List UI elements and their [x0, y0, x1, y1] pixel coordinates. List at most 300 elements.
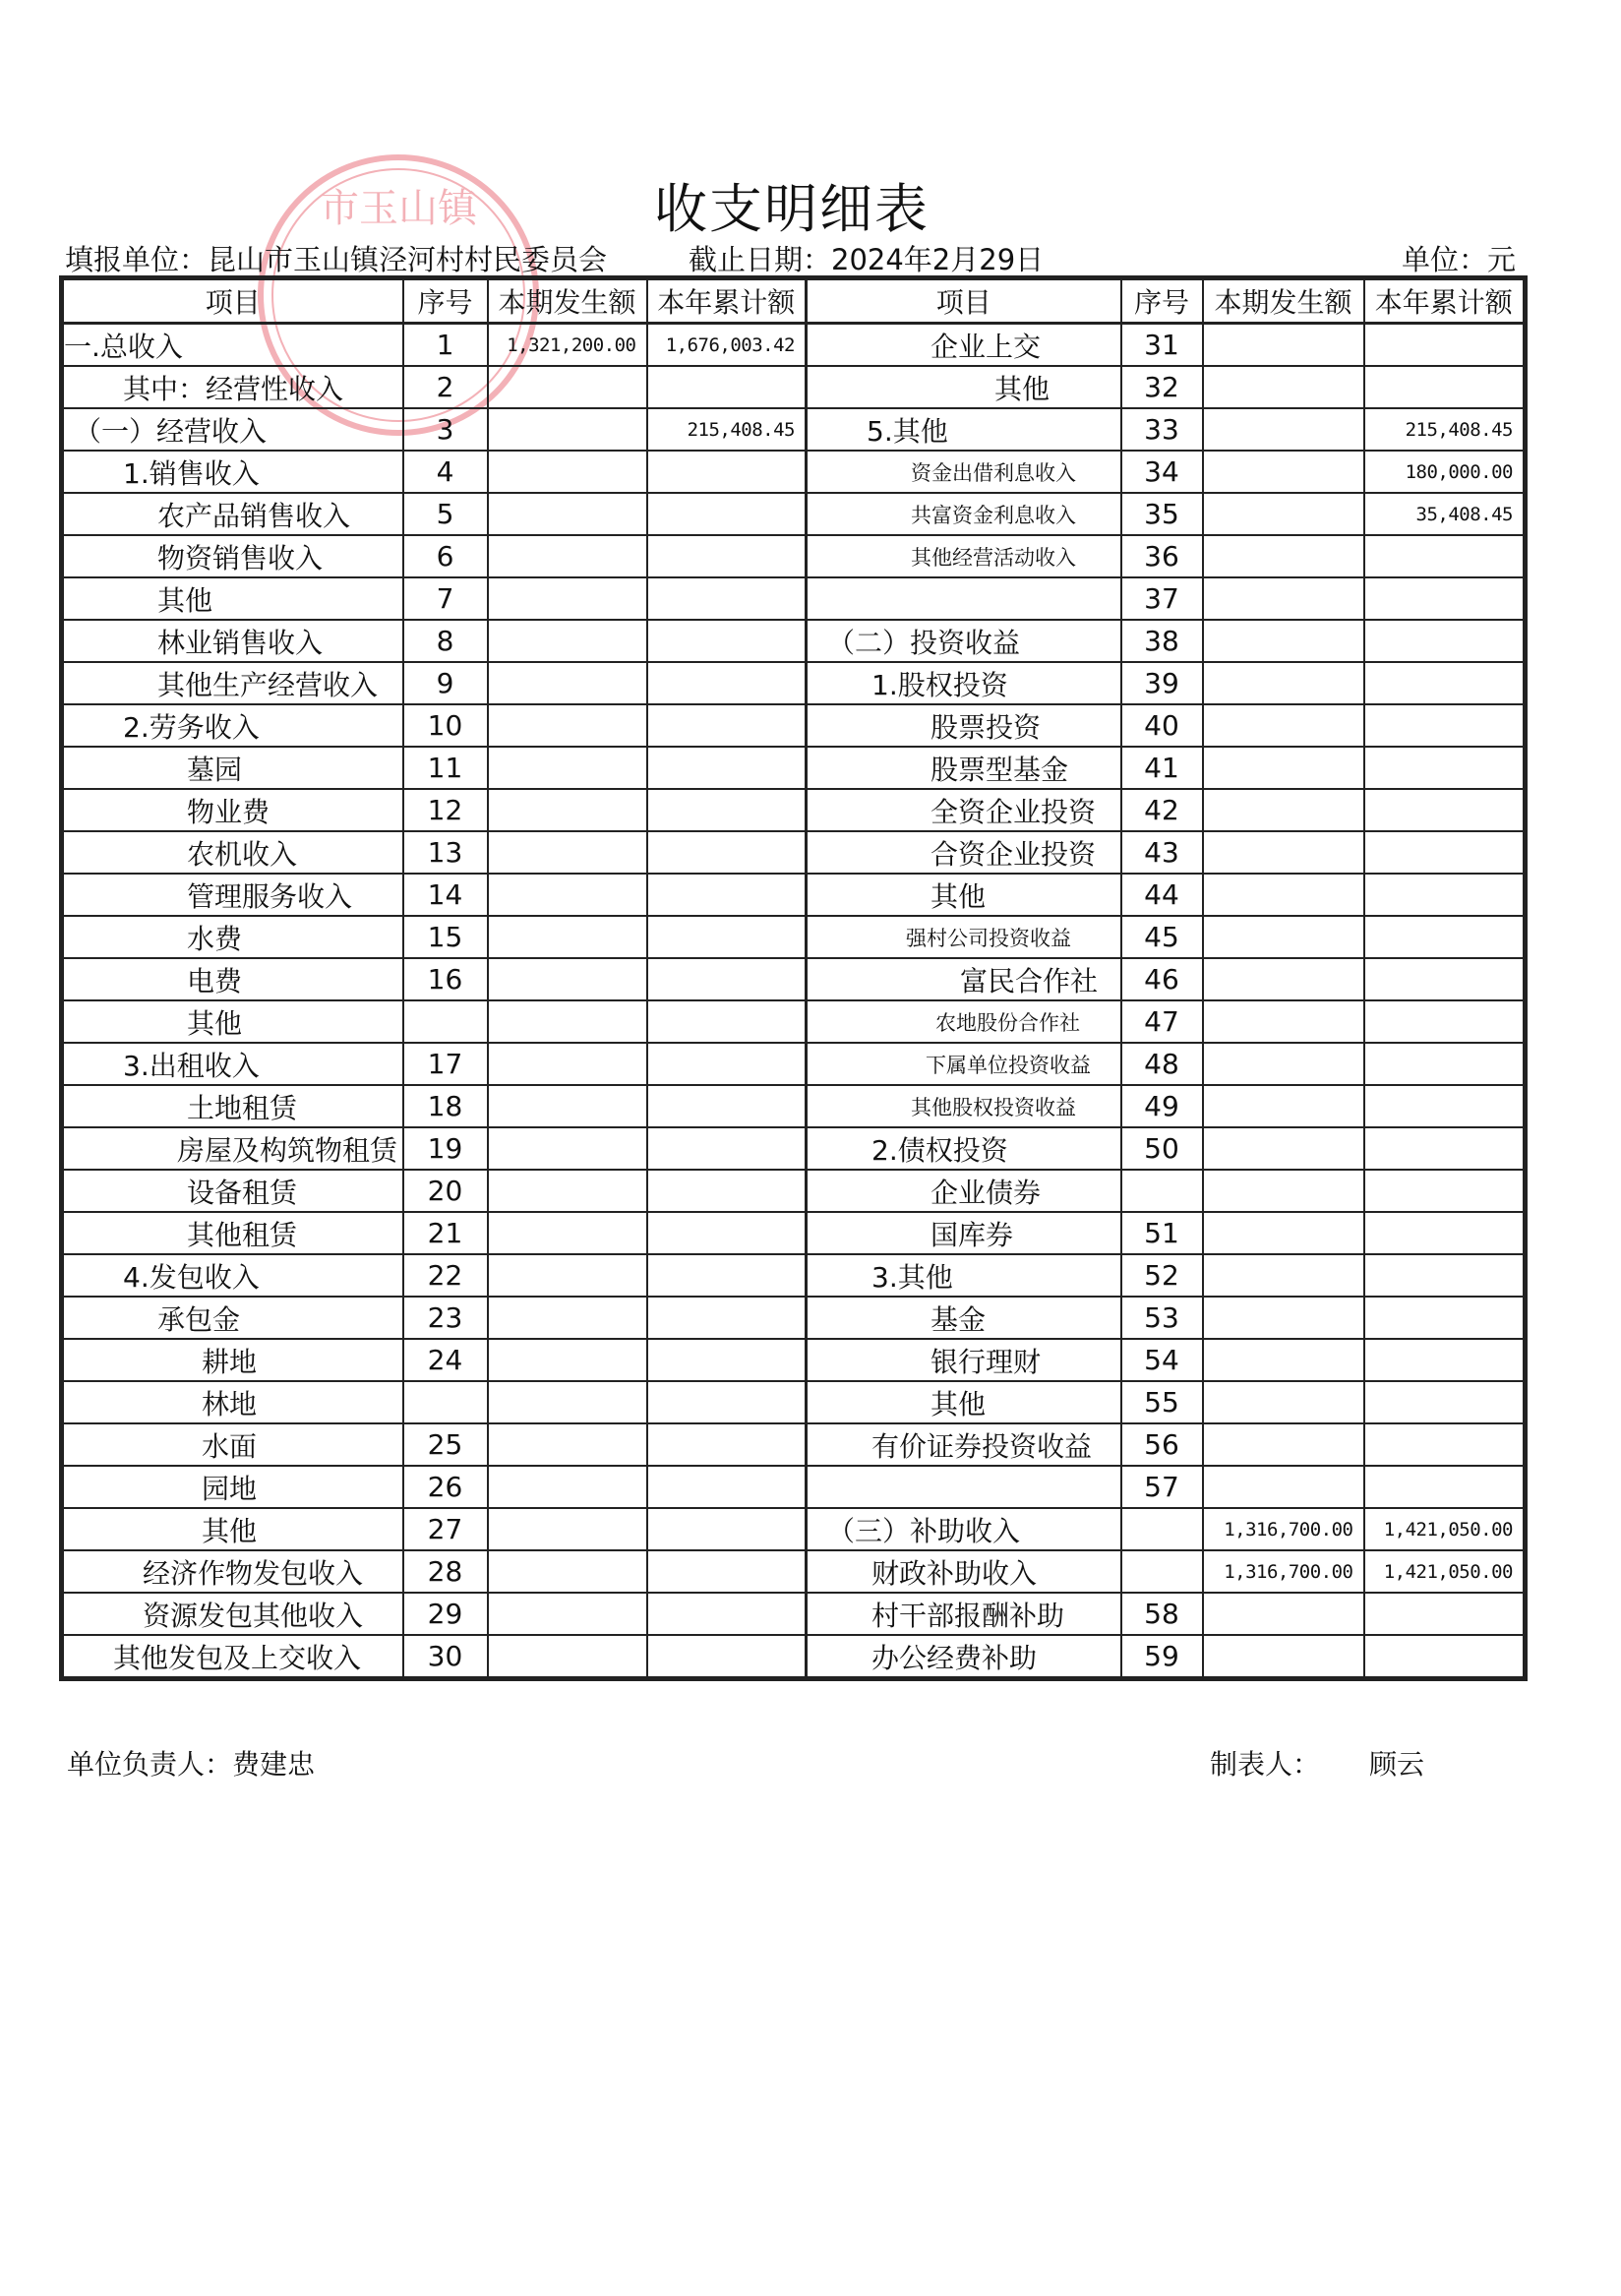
deadline-date: 截止日期：2024年2月29日 [689, 243, 1045, 276]
right-ytd-amount [1364, 747, 1526, 789]
left-ytd-amount [647, 1593, 807, 1635]
left-period-amount [488, 916, 647, 958]
left-ytd-amount [647, 493, 807, 535]
right-seq: 59 [1121, 1635, 1203, 1679]
right-ytd-amount [1364, 1423, 1526, 1466]
table-row [62, 1593, 1526, 1635]
left-ytd-amount [647, 1297, 807, 1339]
right-ytd-amount [1364, 577, 1526, 620]
left-ytd-amount [647, 1254, 807, 1297]
right-item: 3.其他 [807, 1254, 1121, 1297]
table-row [62, 1043, 1526, 1085]
right-ytd-amount [1364, 1127, 1526, 1170]
right-period-amount [1203, 1635, 1364, 1679]
right-period-amount [1203, 662, 1364, 704]
column-header: 序号 [1121, 278, 1203, 324]
left-period-amount [488, 1635, 647, 1679]
right-item: 合资企业投资 [807, 831, 1121, 874]
left-ytd-amount [647, 1170, 807, 1212]
left-period-amount [488, 1593, 647, 1635]
right-ytd-amount [1364, 1297, 1526, 1339]
right-item: 5.其他 [807, 408, 1121, 451]
left-ytd-amount [647, 1043, 807, 1085]
left-seq: 28 [403, 1550, 488, 1593]
right-ytd-amount [1364, 789, 1526, 831]
table-row [62, 1423, 1526, 1466]
right-ytd-amount [1364, 1000, 1526, 1043]
right-seq: 58 [1121, 1593, 1203, 1635]
left-ytd-amount [647, 451, 807, 493]
left-seq: 22 [403, 1254, 488, 1297]
right-seq: 52 [1121, 1254, 1203, 1297]
left-item: 土地租赁 [62, 1085, 403, 1127]
left-ytd-amount [647, 620, 807, 662]
table-row [62, 1508, 1526, 1550]
right-seq: 44 [1121, 874, 1203, 916]
right-ytd-amount [1364, 916, 1526, 958]
table-row [62, 1254, 1526, 1297]
column-header: 本期发生额 [1203, 278, 1364, 324]
left-item: 耕地 [62, 1339, 403, 1381]
table-row [62, 704, 1526, 747]
right-item: 企业债券 [807, 1170, 1121, 1212]
table-row [62, 451, 1526, 493]
column-header: 项目 [62, 278, 403, 324]
table-row [62, 408, 1526, 451]
right-seq: 57 [1121, 1466, 1203, 1508]
left-seq [403, 1000, 488, 1043]
left-ytd-amount [647, 1508, 807, 1550]
right-ytd-amount [1364, 704, 1526, 747]
left-seq: 27 [403, 1508, 488, 1550]
left-ytd-amount [647, 1466, 807, 1508]
right-ytd-amount: 1,421,050.00 [1364, 1508, 1526, 1550]
right-ytd-amount [1364, 874, 1526, 916]
left-item: 资源发包其他收入 [62, 1593, 403, 1635]
column-header: 序号 [403, 278, 488, 324]
table-row [62, 535, 1526, 577]
right-item: 银行理财 [807, 1339, 1121, 1381]
right-item: 基金 [807, 1297, 1121, 1339]
right-item: 全资企业投资 [807, 789, 1121, 831]
left-period-amount [488, 1550, 647, 1593]
left-item: 其他租赁 [62, 1212, 403, 1254]
table-row [62, 874, 1526, 916]
right-seq: 48 [1121, 1043, 1203, 1085]
right-seq: 42 [1121, 789, 1203, 831]
right-seq: 38 [1121, 620, 1203, 662]
right-seq: 50 [1121, 1127, 1203, 1170]
right-period-amount [1203, 1127, 1364, 1170]
left-period-amount [488, 789, 647, 831]
right-period-amount [1203, 704, 1364, 747]
left-seq: 5 [403, 493, 488, 535]
right-item: 办公经费补助 [807, 1635, 1121, 1679]
left-item: 承包金 [62, 1297, 403, 1339]
left-period-amount [488, 620, 647, 662]
left-seq: 26 [403, 1466, 488, 1508]
right-item: 财政补助收入 [807, 1550, 1121, 1593]
right-ytd-amount [1364, 662, 1526, 704]
left-seq: 4 [403, 451, 488, 493]
table-row [62, 1550, 1526, 1593]
left-seq: 8 [403, 620, 488, 662]
right-ytd-amount [1364, 1466, 1526, 1508]
right-item: 股票投资 [807, 704, 1121, 747]
right-period-amount [1203, 874, 1364, 916]
left-item: 电费 [62, 958, 403, 1000]
right-period-amount [1203, 1466, 1364, 1508]
left-seq: 17 [403, 1043, 488, 1085]
left-ytd-amount [647, 1127, 807, 1170]
left-seq: 9 [403, 662, 488, 704]
right-ytd-amount: 1,421,050.00 [1364, 1550, 1526, 1593]
table-row [62, 916, 1526, 958]
right-period-amount: 1,316,700.00 [1203, 1550, 1364, 1593]
left-period-amount [488, 1381, 647, 1423]
left-seq: 20 [403, 1170, 488, 1212]
left-item: 物业费 [62, 789, 403, 831]
column-header: 本年累计额 [1364, 278, 1526, 324]
table-row [62, 1339, 1526, 1381]
left-item: 其他生产经营收入 [62, 662, 403, 704]
right-period-amount [1203, 1000, 1364, 1043]
right-item: 其他 [807, 366, 1121, 408]
right-period-amount [1203, 747, 1364, 789]
left-period-amount [488, 662, 647, 704]
right-item: 其他经营活动收入 [807, 535, 1121, 577]
right-ytd-amount: 180,000.00 [1364, 451, 1526, 493]
left-item: 1.销售收入 [62, 451, 403, 493]
right-period-amount [1203, 451, 1364, 493]
page-title: 收支明细表 [654, 178, 930, 240]
left-ytd-amount [647, 1550, 807, 1593]
left-seq: 1 [403, 324, 488, 367]
left-period-amount [488, 535, 647, 577]
left-ytd-amount [647, 535, 807, 577]
right-seq [1121, 1508, 1203, 1550]
left-ytd-amount [647, 916, 807, 958]
left-ytd-amount [647, 958, 807, 1000]
left-ytd-amount [647, 831, 807, 874]
right-ytd-amount [1364, 535, 1526, 577]
left-ytd-amount [647, 1212, 807, 1254]
right-period-amount [1203, 535, 1364, 577]
right-seq: 34 [1121, 451, 1203, 493]
left-period-amount [488, 577, 647, 620]
right-period-amount [1203, 408, 1364, 451]
right-period-amount [1203, 831, 1364, 874]
right-ytd-amount [1364, 620, 1526, 662]
right-seq: 41 [1121, 747, 1203, 789]
left-item: 其他 [62, 1508, 403, 1550]
right-item: （三）补助收入 [807, 1508, 1121, 1550]
left-seq: 21 [403, 1212, 488, 1254]
left-period-amount [488, 1297, 647, 1339]
right-seq: 54 [1121, 1339, 1203, 1381]
table-row [62, 620, 1526, 662]
column-header: 本年累计额 [647, 278, 807, 324]
table-row [62, 577, 1526, 620]
left-period-amount [488, 747, 647, 789]
left-period-amount [488, 1043, 647, 1085]
right-ytd-amount [1364, 958, 1526, 1000]
column-header: 项目 [807, 278, 1121, 324]
right-item: 2.债权投资 [807, 1127, 1121, 1170]
right-ytd-amount [1364, 1170, 1526, 1212]
right-item: 其他股权投资收益 [807, 1085, 1121, 1127]
left-item: （一）经营收入 [62, 408, 403, 451]
left-ytd-amount [647, 1423, 807, 1466]
left-period-amount [488, 874, 647, 916]
right-item: 村干部报酬补助 [807, 1593, 1121, 1635]
left-seq [403, 1381, 488, 1423]
table-row [62, 1127, 1526, 1170]
left-seq: 29 [403, 1593, 488, 1635]
right-ytd-amount: 35,408.45 [1364, 493, 1526, 535]
left-period-amount [488, 958, 647, 1000]
right-ytd-amount [1364, 831, 1526, 874]
left-period-amount [488, 704, 647, 747]
table-row [62, 1466, 1526, 1508]
left-period-amount [488, 451, 647, 493]
right-seq: 46 [1121, 958, 1203, 1000]
left-period-amount [488, 1466, 647, 1508]
left-item: 水面 [62, 1423, 403, 1466]
left-period-amount [488, 408, 647, 451]
right-seq: 35 [1121, 493, 1203, 535]
left-item: 物资销售收入 [62, 535, 403, 577]
left-seq: 2 [403, 366, 488, 408]
right-period-amount [1203, 366, 1364, 408]
left-ytd-amount: 1,676,003.42 [647, 324, 807, 367]
right-period-amount [1203, 1170, 1364, 1212]
left-ytd-amount [647, 1000, 807, 1043]
right-seq: 33 [1121, 408, 1203, 451]
left-ytd-amount [647, 747, 807, 789]
right-item: 国库券 [807, 1212, 1121, 1254]
right-ytd-amount: 215,408.45 [1364, 408, 1526, 451]
left-period-amount [488, 1254, 647, 1297]
right-ytd-amount [1364, 366, 1526, 408]
right-period-amount [1203, 1297, 1364, 1339]
right-seq: 32 [1121, 366, 1203, 408]
left-period-amount [488, 1127, 647, 1170]
right-seq: 31 [1121, 324, 1203, 367]
left-ytd-amount [647, 1381, 807, 1423]
left-seq: 15 [403, 916, 488, 958]
table-row [62, 1635, 1526, 1679]
preparer-label: 制表人： [1210, 1748, 1321, 1781]
table-row [62, 1000, 1526, 1043]
left-item: 其他 [62, 577, 403, 620]
left-item: 园地 [62, 1466, 403, 1508]
unit-head: 单位负责人：费建忠 [67, 1748, 316, 1781]
table-row [62, 366, 1526, 408]
left-period-amount [488, 1423, 647, 1466]
right-item: 农地股份合作社 [807, 1000, 1121, 1043]
right-item: 其他 [807, 1381, 1121, 1423]
right-seq: 36 [1121, 535, 1203, 577]
left-item: 林地 [62, 1381, 403, 1423]
left-ytd-amount [647, 577, 807, 620]
left-period-amount [488, 831, 647, 874]
left-item: 设备租赁 [62, 1170, 403, 1212]
right-ytd-amount [1364, 1212, 1526, 1254]
right-ytd-amount [1364, 1043, 1526, 1085]
left-item: 林业销售收入 [62, 620, 403, 662]
right-item: 富民合作社 [807, 958, 1121, 1000]
left-item: 墓园 [62, 747, 403, 789]
left-period-amount [488, 493, 647, 535]
left-seq: 19 [403, 1127, 488, 1170]
right-item: 共富资金利息收入 [807, 493, 1121, 535]
left-seq: 25 [403, 1423, 488, 1466]
left-item: 经济作物发包收入 [62, 1550, 403, 1593]
right-ytd-amount [1364, 1085, 1526, 1127]
right-ytd-amount [1364, 1339, 1526, 1381]
right-period-amount [1203, 1381, 1364, 1423]
left-seq: 16 [403, 958, 488, 1000]
right-period-amount [1203, 789, 1364, 831]
left-item: 其他发包及上交收入 [62, 1635, 403, 1679]
right-seq: 37 [1121, 577, 1203, 620]
right-item: 其他 [807, 874, 1121, 916]
right-item: 强村公司投资收益 [807, 916, 1121, 958]
left-seq: 3 [403, 408, 488, 451]
left-ytd-amount [647, 662, 807, 704]
right-seq: 45 [1121, 916, 1203, 958]
left-item: 管理服务收入 [62, 874, 403, 916]
left-seq: 6 [403, 535, 488, 577]
right-period-amount [1203, 577, 1364, 620]
right-ytd-amount [1364, 1381, 1526, 1423]
table-row [62, 1297, 1526, 1339]
income-detail-table [59, 275, 1528, 1681]
left-seq: 18 [403, 1085, 488, 1127]
right-item [807, 577, 1121, 620]
left-item: 房屋及构筑物租赁 [62, 1127, 403, 1170]
right-item: 企业上交 [807, 324, 1121, 367]
right-seq: 55 [1121, 1381, 1203, 1423]
right-item: 下属单位投资收益 [807, 1043, 1121, 1085]
left-period-amount [488, 1170, 647, 1212]
table-row [62, 1085, 1526, 1127]
header-row [62, 278, 1526, 324]
left-period-amount [488, 1339, 647, 1381]
svg-text:市玉山镇: 市玉山镇 [320, 186, 477, 231]
left-seq: 23 [403, 1297, 488, 1339]
column-header: 本期发生额 [488, 278, 647, 324]
left-seq: 13 [403, 831, 488, 874]
table-row [62, 493, 1526, 535]
left-item: 农机收入 [62, 831, 403, 874]
left-ytd-amount [647, 1635, 807, 1679]
right-seq: 43 [1121, 831, 1203, 874]
left-period-amount [488, 1085, 647, 1127]
right-period-amount [1203, 1423, 1364, 1466]
table-row [62, 831, 1526, 874]
right-seq: 49 [1121, 1085, 1203, 1127]
preparer-name: 顾云 [1369, 1748, 1425, 1781]
left-item: 水费 [62, 916, 403, 958]
left-item: 4.发包收入 [62, 1254, 403, 1297]
left-period-amount [488, 1508, 647, 1550]
right-seq [1121, 1550, 1203, 1593]
left-ytd-amount: 215,408.45 [647, 408, 807, 451]
filing-unit: 填报单位：昆山市玉山镇泾河村村民委员会 [65, 243, 608, 276]
right-seq: 47 [1121, 1000, 1203, 1043]
left-seq: 30 [403, 1635, 488, 1679]
right-period-amount [1203, 958, 1364, 1000]
left-item: 一.总收入 [62, 324, 403, 367]
left-seq: 10 [403, 704, 488, 747]
right-item: （二）投资收益 [807, 620, 1121, 662]
right-period-amount [1203, 324, 1364, 367]
left-period-amount [488, 1212, 647, 1254]
left-item: 其中：经营性收入 [62, 366, 403, 408]
left-seq: 14 [403, 874, 488, 916]
left-period-amount: 1,321,200.00 [488, 324, 647, 367]
left-item: 3.出租收入 [62, 1043, 403, 1085]
left-seq: 12 [403, 789, 488, 831]
right-item: 有价证券投资收益 [807, 1423, 1121, 1466]
left-item: 其他 [62, 1000, 403, 1043]
right-ytd-amount [1364, 1593, 1526, 1635]
right-period-amount: 1,316,700.00 [1203, 1508, 1364, 1550]
left-period-amount [488, 366, 647, 408]
right-period-amount [1203, 1593, 1364, 1635]
right-seq: 40 [1121, 704, 1203, 747]
table-row [62, 1381, 1526, 1423]
left-ytd-amount [647, 704, 807, 747]
left-seq: 7 [403, 577, 488, 620]
left-ytd-amount [647, 874, 807, 916]
left-ytd-amount [647, 1085, 807, 1127]
left-ytd-amount [647, 1339, 807, 1381]
left-seq: 11 [403, 747, 488, 789]
left-item: 2.劳务收入 [62, 704, 403, 747]
right-item: 1.股权投资 [807, 662, 1121, 704]
right-period-amount [1203, 1043, 1364, 1085]
table-row [62, 1212, 1526, 1254]
right-seq: 53 [1121, 1297, 1203, 1339]
right-period-amount [1203, 493, 1364, 535]
right-period-amount [1203, 620, 1364, 662]
right-period-amount [1203, 916, 1364, 958]
right-item: 资金出借利息收入 [807, 451, 1121, 493]
left-item: 农产品销售收入 [62, 493, 403, 535]
table-row [62, 747, 1526, 789]
right-ytd-amount [1364, 1635, 1526, 1679]
left-seq: 24 [403, 1339, 488, 1381]
currency-unit: 单位：元 [1402, 243, 1517, 276]
right-seq [1121, 1170, 1203, 1212]
table-row [62, 324, 1526, 367]
table-row [62, 789, 1526, 831]
table-row [62, 1170, 1526, 1212]
right-period-amount [1203, 1254, 1364, 1297]
left-ytd-amount [647, 366, 807, 408]
right-ytd-amount [1364, 1254, 1526, 1297]
table-row [62, 958, 1526, 1000]
table-row [62, 662, 1526, 704]
right-seq: 56 [1121, 1423, 1203, 1466]
left-ytd-amount [647, 789, 807, 831]
right-period-amount [1203, 1212, 1364, 1254]
right-period-amount [1203, 1339, 1364, 1381]
left-period-amount [488, 1000, 647, 1043]
